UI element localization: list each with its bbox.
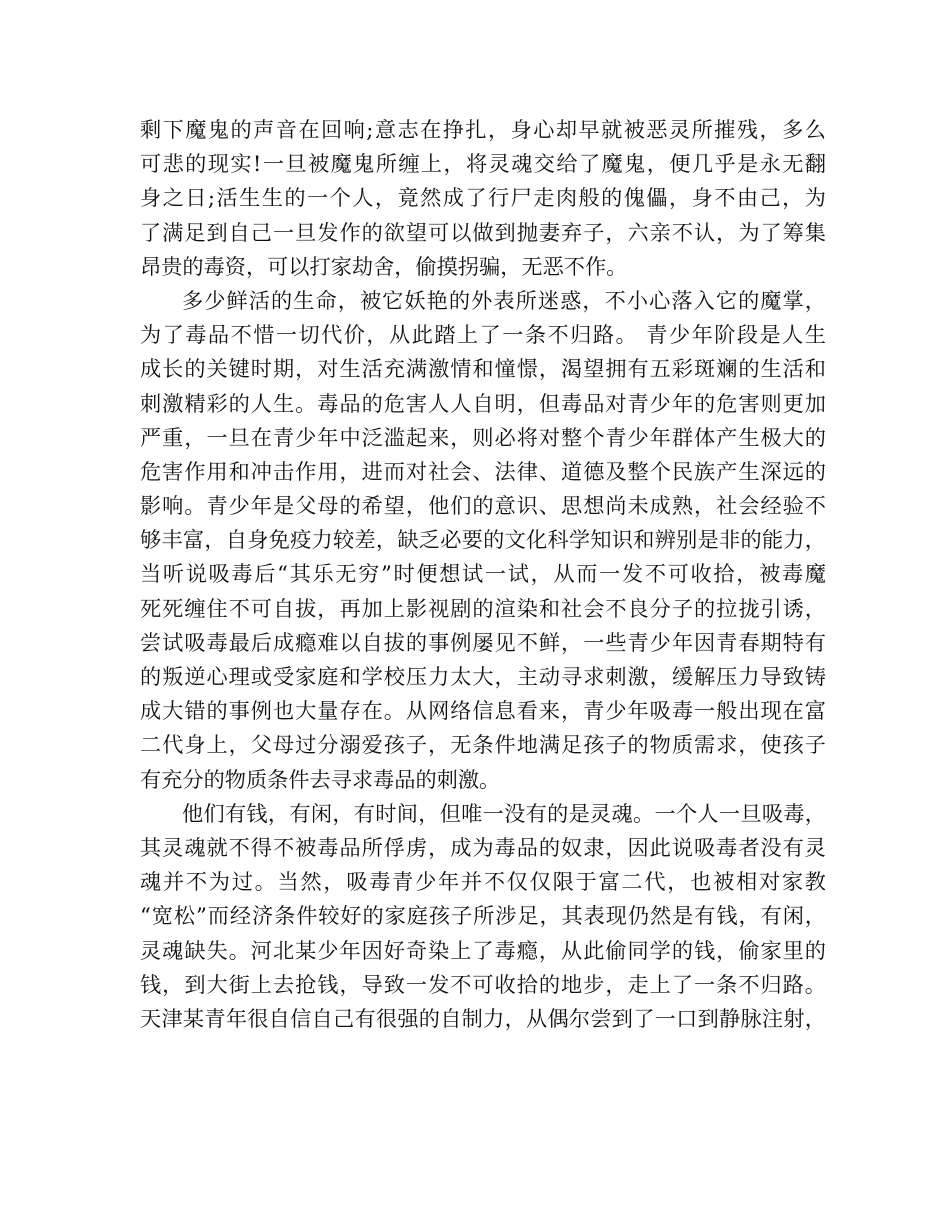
paragraph-first-line: 多少鲜活的生命，被它妖艳的外表所迷惑，不小心落入它的魔掌， — [182, 287, 826, 313]
text-line: 严重，一旦在青少年中泛滥起来，则必将对整个青少年群体产生极大的 — [140, 424, 826, 450]
text-line: 二代身上，父母过分溺爱孩子，无条件地满足孩子的物质需求，使孩子 — [140, 732, 826, 758]
text-line: 死死缠住不可自拔，再加上影视剧的渲染和社会不良分子的拉拢引诱， — [140, 595, 826, 621]
text-line: 有充分的物质条件去寻求毒品的刺激。 — [140, 766, 501, 792]
text-line: 的叛逆心理或受家庭和学校压力太大，主动寻求刺激，缓解压力导致铸 — [140, 664, 826, 689]
text-line: 剩下魔鬼的声音在回响;意志在挣扎，身心却早就被恶灵所摧残，多么 — [140, 117, 826, 142]
text-line: 当听说吸毒后“其乐无穷”时便想试一试，从而一发不可收拾，被毒魔 — [140, 561, 826, 587]
text-line: 成大错的事例也大量存在。从网络信息看来，青少年吸毒一般出现在富 — [140, 698, 826, 724]
text-line: 其灵魂就不得不被毒品所俘虏，成为毒品的奴隶，因此说吸毒者没有灵 — [140, 834, 826, 860]
text-line: “宽松”而经济条件较好的家庭孩子所涉足，其表现仍然是有钱，有闲， — [140, 903, 826, 929]
text-line: 天津某青年很自信自己有很强的自制力，从偶尔尝到了一口到静脉注射， — [140, 1005, 826, 1031]
text-line: 够丰富，自身免疫力较差，缺乏必要的文化科学知识和辨别是非的能力， — [140, 527, 826, 553]
text-line: 钱，到大街上去抢钱，导致一发不可收拾的地步，走上了一条不归路。 — [140, 971, 826, 997]
text-line: 魂并不为过。当然，吸毒青少年并不仅仅限于富二代，也被相对家教 — [140, 869, 826, 895]
text-line: 身之日;活生生的一个人，竟然成了行尸走肉般的傀儡，身不由己，为 — [140, 185, 826, 211]
body-text — [140, 113, 826, 1036]
text-line: 危害作用和冲击作用，进而对社会、法律、道德及整个民族产生深远的 — [140, 458, 826, 484]
text-line: 成长的关键时期，对生活充满激情和憧憬，渴望拥有五彩斑斓的生活和 — [140, 356, 826, 382]
text-line: 灵魂缺失。河北某少年因好奇染上了毒瘾，从此偷同学的钱，偷家里的 — [140, 937, 826, 963]
text-line: 尝试吸毒最后成瘾难以自拔的事例屡见不鲜，一些青少年因青春期特有 — [140, 629, 826, 655]
text-line: 了满足到自己一旦发作的欲望可以做到抛妻弃子，六亲不认，为了筹集 — [140, 219, 826, 245]
text-line: 影响。青少年是父母的希望，他们的意识、思想尚未成熟，社会经验不 — [140, 493, 826, 519]
text-line: 可悲的现实!一旦被魔鬼所缠上，将灵魂交给了魔鬼，便几乎是永无翻 — [140, 151, 826, 177]
text-line: 昂贵的毒资，可以打家劫舍，偷摸拐骗，无恶不作。 — [140, 253, 628, 279]
paragraph-first-line: 他们有钱，有闲，有时间，但唯一没有的是灵魂。一个人一旦吸毒， — [182, 800, 826, 826]
text-line: 为了毒品不惜一切代价，从此踏上了一条不归路。 青少年阶段是人生 — [140, 322, 826, 348]
text-line: 刺激精彩的人生。毒品的危害人人自明，但毒品对青少年的危害则更加 — [140, 390, 826, 416]
